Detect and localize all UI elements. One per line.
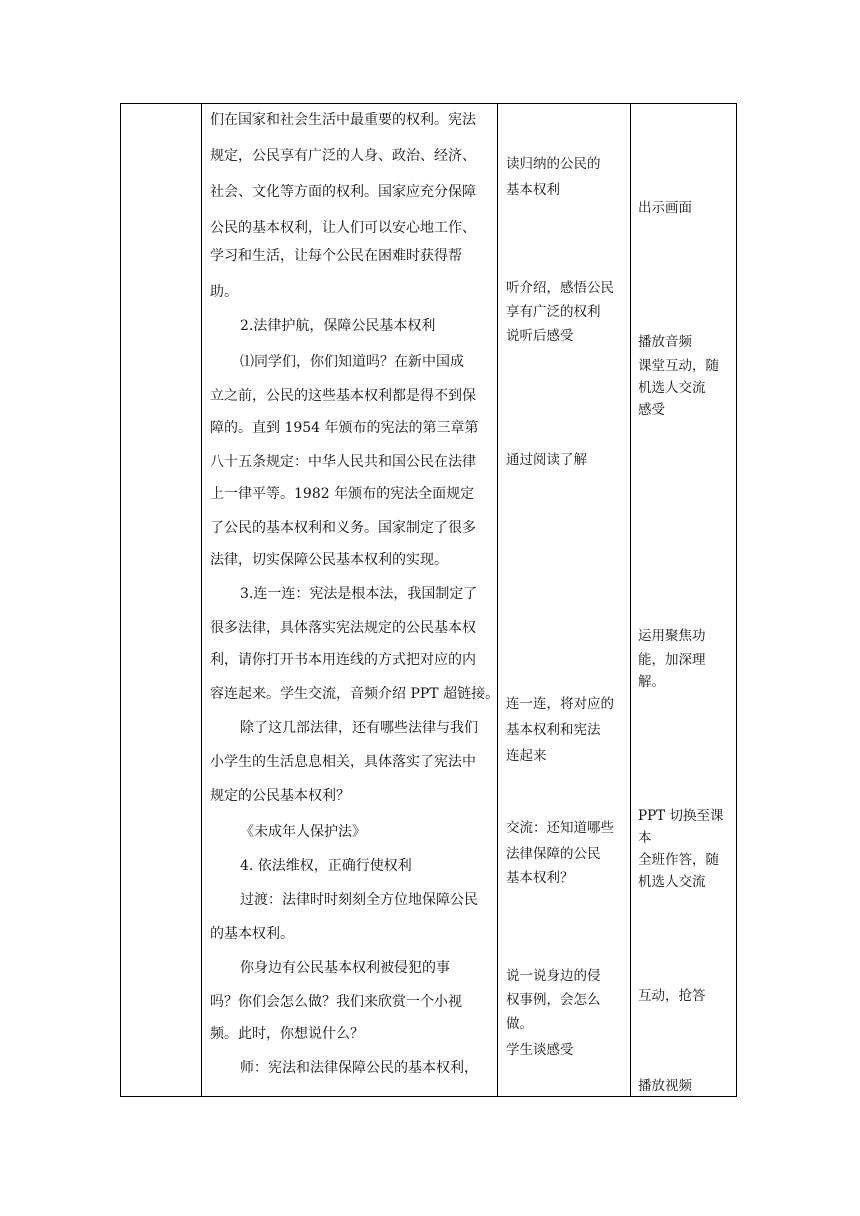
media-line: 课堂互动，随 bbox=[638, 358, 719, 374]
process-line: 社会、文化等方面的权利。国家应充分保障 bbox=[210, 184, 476, 200]
process-line: 除了这几部法律，还有哪些法律与我们 bbox=[240, 720, 478, 736]
process-line: 你身边有公民基本权利被侵犯的事 bbox=[240, 960, 450, 976]
student-line: 说听后感受 bbox=[506, 328, 574, 344]
process-line: 很多法律，具体落实宪法规定的公民基本权 bbox=[210, 620, 476, 636]
column-divider bbox=[201, 104, 202, 1096]
media-line: 能，加深理 bbox=[638, 652, 706, 668]
media-line: 解。 bbox=[638, 674, 665, 690]
student-line: 法律保障的公民 bbox=[506, 846, 601, 862]
student-line: 连起来 bbox=[506, 748, 547, 764]
media-line: 运用聚焦功 bbox=[638, 628, 706, 644]
student-line: 做。 bbox=[506, 1016, 533, 1032]
media-line: 互动，抢答 bbox=[638, 988, 706, 1004]
process-line: 们在国家和社会生活中最重要的权利。宪法 bbox=[210, 112, 476, 128]
student-line: 基本权利和宪法 bbox=[506, 722, 601, 738]
student-line: 交流：还知道哪些 bbox=[506, 820, 614, 836]
process-line: 障的。直到 1954 年颁布的宪法的第三章第 bbox=[210, 420, 479, 436]
process-line: 频。此时，你想说什么？ bbox=[210, 1026, 364, 1042]
process-line: 吗？你们会怎么做？我们来欣赏一个小视 bbox=[210, 994, 462, 1010]
process-line: 过渡：法律时时刻刻全方位地保障公民 bbox=[240, 892, 478, 908]
media-line: 全班作答，随 bbox=[638, 852, 719, 868]
media-line: 机选人交流 bbox=[638, 380, 706, 396]
process-line: 上一律平等。1982 年颁布的宪法全面规定 bbox=[210, 486, 475, 502]
student-line: 权事例，会怎么 bbox=[506, 992, 601, 1008]
column-divider bbox=[630, 104, 631, 1096]
process-line: 小学生的生活息息相关，具体落实了宪法中 bbox=[210, 754, 476, 770]
process-line: 师：宪法和法律保障公民的基本权利， bbox=[240, 1060, 478, 1076]
process-line: 八十五条规定：中华人民共和国公民在法律 bbox=[210, 454, 476, 470]
process-line: ⑴同学们，你们知道吗？在新中国成 bbox=[240, 354, 464, 370]
column-divider bbox=[497, 104, 498, 1096]
process-line: 规定，公民享有广泛的人身、政治、经济、 bbox=[210, 148, 476, 164]
media-line: PPT 切换至课 bbox=[638, 808, 724, 824]
process-line: 公民的基本权利，让人们可以安心地工作、 bbox=[210, 220, 476, 236]
media-line: 本 bbox=[638, 830, 652, 846]
media-line: 感受 bbox=[638, 402, 665, 418]
process-line: 学习和生活，让每个公民在困难时获得帮 bbox=[210, 248, 462, 264]
student-line: 连一连，将对应的 bbox=[506, 696, 614, 712]
process-line: 立之前，公民的这些基本权利都是得不到保 bbox=[210, 388, 476, 404]
student-line: 学生谈感受 bbox=[506, 1042, 574, 1058]
process-line: 规定的公民基本权利？ bbox=[210, 788, 350, 804]
process-line: 了公民的基本权利和义务。国家制定了很多 bbox=[210, 520, 476, 536]
section-heading: 4. 依法维权，正确行使权利 bbox=[240, 858, 412, 874]
section-heading: 2.法律护航，保障公民基本权利 bbox=[240, 318, 436, 334]
student-line: 基本权利 bbox=[506, 182, 560, 198]
media-line: 出示画面 bbox=[638, 200, 692, 216]
section-heading: 3.连一连：宪法是根本法，我国制定了 bbox=[240, 586, 478, 602]
student-line: 读归纳的公民的 bbox=[506, 156, 601, 172]
student-line: 基本权利？ bbox=[506, 870, 574, 886]
process-line: 容连起来。学生交流，音频介绍 PPT 超链接。 bbox=[210, 686, 500, 702]
student-line: 听介绍，感悟公民 bbox=[506, 280, 614, 296]
process-line: 的基本权利。 bbox=[210, 926, 294, 942]
media-line: 播放视频 bbox=[638, 1078, 692, 1094]
process-line: 利，请你打开书本用连线的方式把对应的内 bbox=[210, 652, 476, 668]
media-line: 播放音频 bbox=[638, 334, 692, 350]
process-line: 《未成年人保护法》 bbox=[240, 824, 366, 840]
student-line: 享有广泛的权利 bbox=[506, 304, 601, 320]
student-line: 通过阅读了解 bbox=[506, 452, 587, 468]
student-line: 说一说身边的侵 bbox=[506, 968, 601, 984]
media-line: 机选人交流 bbox=[638, 874, 706, 890]
process-line: 助。 bbox=[210, 284, 238, 300]
process-line: 法律，切实保障公民基本权利的实现。 bbox=[210, 552, 448, 568]
